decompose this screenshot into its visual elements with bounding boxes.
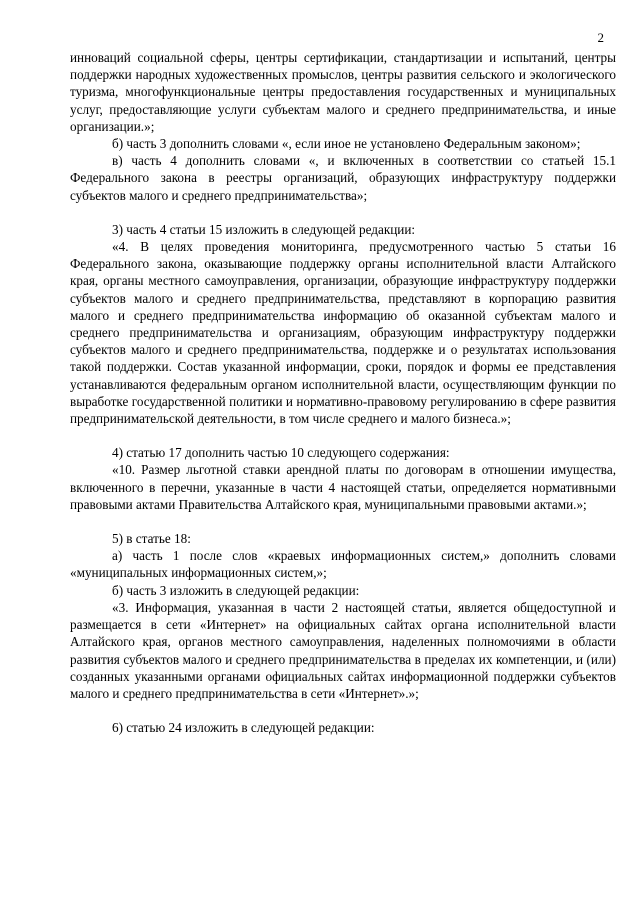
paragraph-continuation: инноваций социальной сферы, центры сертификации, стандартизации и испытаний, центры поддержки народных художественных промыслов, центры развития сельского и экологического туризма, многофункциональные центры предоставления государственных и муниципальных услуг, предоставляющие услуги субъектам малого и среднего предпринимательства, и иные организации.»;	[70, 50, 616, 134]
paragraph-article-15-part-4-text: «4. В целях проведения мониторинга, предусмотренного частью 5 статьи 16 Федерального закона, оказывающие поддержку органы исполнительной власти Алтайского края, органы местного самоуправления, организации, образующие инфраструктуру поддержки субъектов малого и среднего предпринимательства, представляют в корпорацию развития малого и среднего предпринимательства информацию об оказанной субъектам малого и среднего предпринимательства и организациям, образующим инфраструктуру поддержки субъектов малого и среднего предпринимательства, поддержке и о результатах использования такой поддержки. Состав указанной информации, сроки, порядок и формы ее представления устанавливаются федеральным органом исполнительной власти, осуществляющим функции по выработке государственной политики и нормативно-правовому регулированию в сфере развития предпринимательской деятельности, в том числе среднего и малого бизнеса.»;	[70, 239, 616, 427]
paragraph-item-4-article-17: 4) статью 17 дополнить частью 10 следующего содержания:	[112, 445, 450, 461]
paragraph-item-v-part-4: в) часть 4 дополнить словами «, и включенных в соответствии со статьей 15.1 Федерального закона в реестры организаций, образующих инфраструктуру поддержки субъектов малого и среднего предпринимательства»;	[70, 153, 616, 203]
document-body	[70, 49, 616, 736]
page-number: 2	[597, 30, 604, 45]
paragraph-item-5-article-18: 5) в статье 18:	[112, 531, 191, 547]
paragraph-article-18-part-3-text: «3. Информация, указанная в части 2 настоящей статьи, является общедоступной и размещается в сети «Интернет» на официальных сайтах органа исполнительной власти Алтайского края, органов местного самоуправления, наделенных полномочиями в области развития субъектов малого и среднего предпринимательства в пределах их компетенции, и (или) созданных указанными органами официальных сайтах информационной поддержки субъектов малого и среднего предпринимательства в сети «Интернет».»;	[70, 599, 616, 701]
paragraph-item-b-part-3: б) часть 3 дополнить словами «, если иное не установлено Федеральным законом»;	[112, 136, 581, 152]
paragraph-item-a-part-1: а) часть 1 после слов «краевых информационных систем,» дополнить словами «муниципальных информационных систем,»;	[70, 548, 616, 581]
paragraph-article-17-part-10-text: «10. Размер льготной ставки арендной платы по договорам в отношении имущества, включенного в перечни, указанные в части 4 настоящей статьи, определяется нормативными правовыми актами Правительства Алтайского края, муниципальными правовыми актами.»;	[70, 462, 616, 512]
paragraph-item-6-article-24: 6) статью 24 изложить в следующей редакции:	[112, 720, 375, 736]
paragraph-item-3-article-15: 3) часть 4 статьи 15 изложить в следующей редакции:	[112, 221, 416, 237]
paragraph-item-b-part-3-article-18: б) часть 3 изложить в следующей редакции:	[112, 582, 360, 598]
